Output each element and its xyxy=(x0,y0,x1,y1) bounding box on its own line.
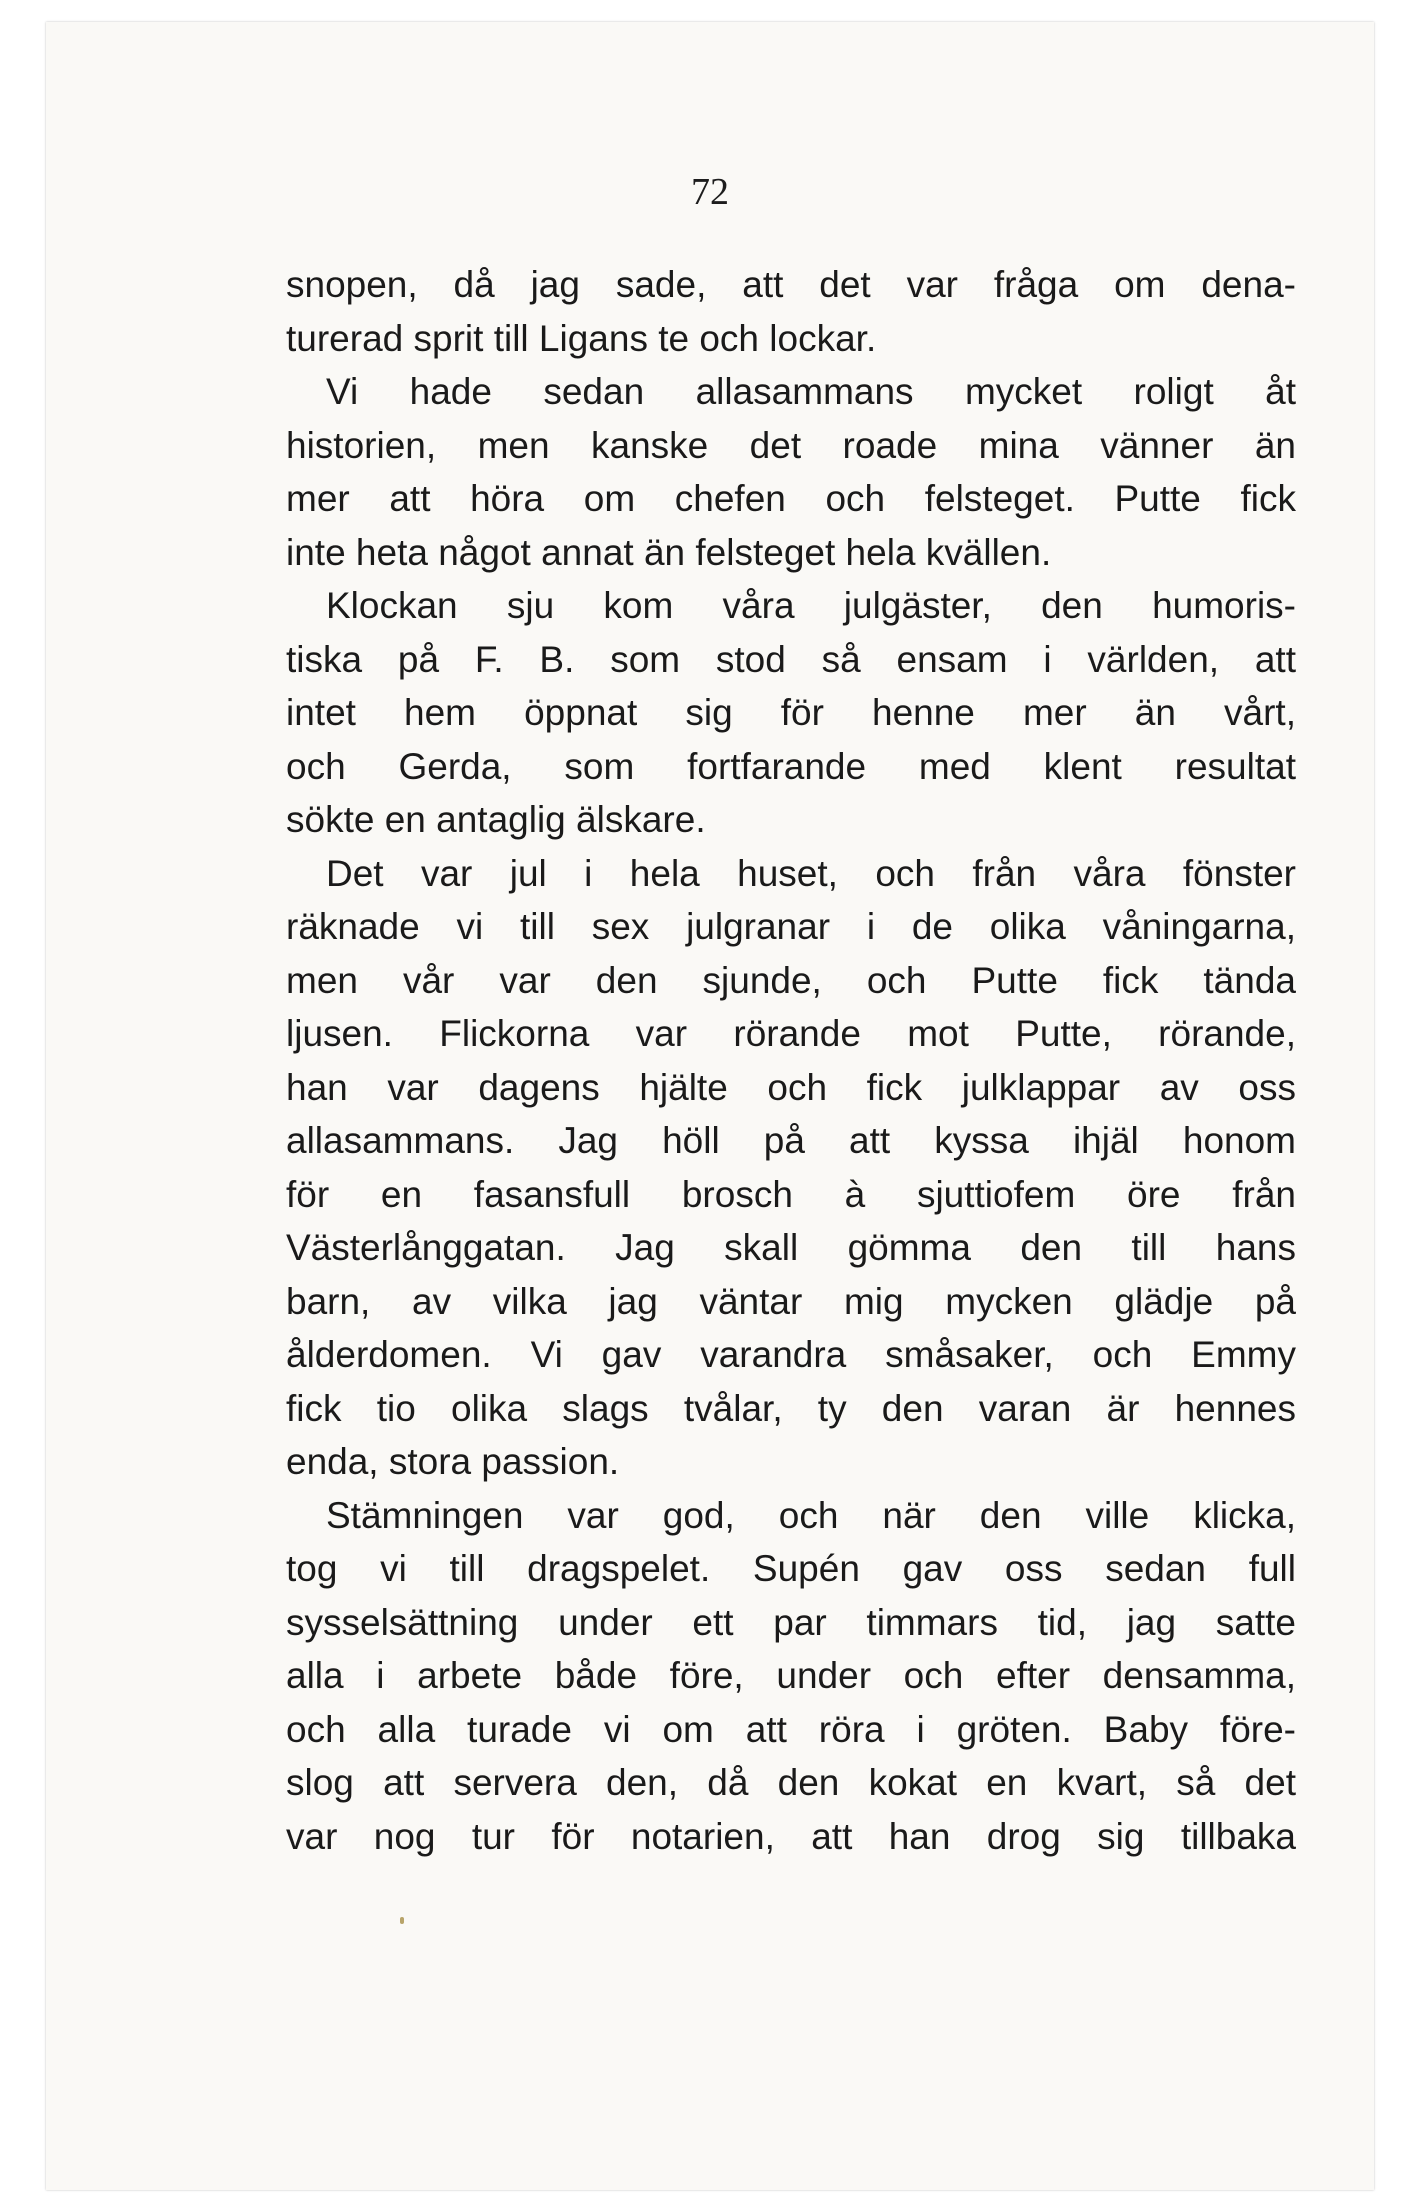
text-line: ljusen. Flickorna var rörande mot Putte, rörande, xyxy=(286,1013,1296,1054)
text-line: ålderdomen. Vi gav varandra småsaker, och Emmy xyxy=(286,1334,1296,1375)
text-line: för en fasansfull brosch à sjuttiofem öre från xyxy=(286,1173,1296,1215)
text-line: Västerlånggatan. Jag skall gömma den till hans xyxy=(286,1227,1296,1268)
paper-speck xyxy=(400,1917,404,1924)
text-line: tog vi till dragspelet. Supén gav oss sedan full xyxy=(286,1548,1296,1589)
text-line: inte heta något annat än felsteget hela kvällen. xyxy=(286,531,1052,573)
text-line: Klockan sju kom våra julgäster, den humoris- xyxy=(326,585,1296,626)
text-line: snopen, då jag sade, att det var fråga om dena- xyxy=(286,264,1296,305)
text-line: Vi hade sedan allasammans mycket roligt åt xyxy=(326,371,1296,412)
text-line: historien, men kanske det roade mina vänner än xyxy=(286,424,1296,466)
text-line: enda, stora passion. xyxy=(286,1441,620,1482)
text-line: Det var jul i hela huset, och från våra fönster xyxy=(326,852,1296,894)
text-line: Stämningen var god, och när den ville klicka, xyxy=(326,1494,1296,1536)
text-line: men vår var den sjunde, och Putte fick tända xyxy=(286,959,1296,1001)
text-line: räknade vi till sex julgranar i de olika våningarna, xyxy=(286,906,1296,947)
text-line: och alla turade vi om att röra i gröten. Baby före- xyxy=(286,1708,1296,1750)
text-line: han var dagens hjälte och fick julklappar av oss xyxy=(286,1066,1296,1108)
text-line: turerad sprit till Ligans te och lockar. xyxy=(286,317,877,359)
text-line: och Gerda, som fortfarande med klent resultat xyxy=(286,745,1296,787)
text-line: sökte en antaglig älskare. xyxy=(286,799,706,840)
text-line: tiska på F. B. som stod så ensam i världen, att xyxy=(286,638,1296,680)
text-line: var nog tur för notarien, att han drog sig tillbaka xyxy=(286,1815,1296,1857)
text-line: intet hem öppnat sig för henne mer än vårt, xyxy=(286,692,1296,733)
book-page xyxy=(46,22,1374,2190)
body-text xyxy=(286,258,1296,1863)
text-line: mer att höra om chefen och felsteget. Putte fick xyxy=(286,478,1296,519)
page-number: 72 xyxy=(691,171,729,213)
text-line: allasammans. Jag höll på att kyssa ihjäl honom xyxy=(286,1120,1296,1161)
text-line: barn, av vilka jag väntar mig mycken glädje på xyxy=(286,1280,1296,1322)
text-line: fick tio olika slags tvålar, ty den varan är hennes xyxy=(286,1387,1296,1429)
text-line: slog att servera den, då den kokat en kvart, så det xyxy=(286,1762,1296,1803)
text-line: sysselsättning under ett par timmars tid, jag satte xyxy=(286,1601,1296,1643)
text-line: alla i arbete både före, under och efter densamma, xyxy=(286,1655,1296,1696)
